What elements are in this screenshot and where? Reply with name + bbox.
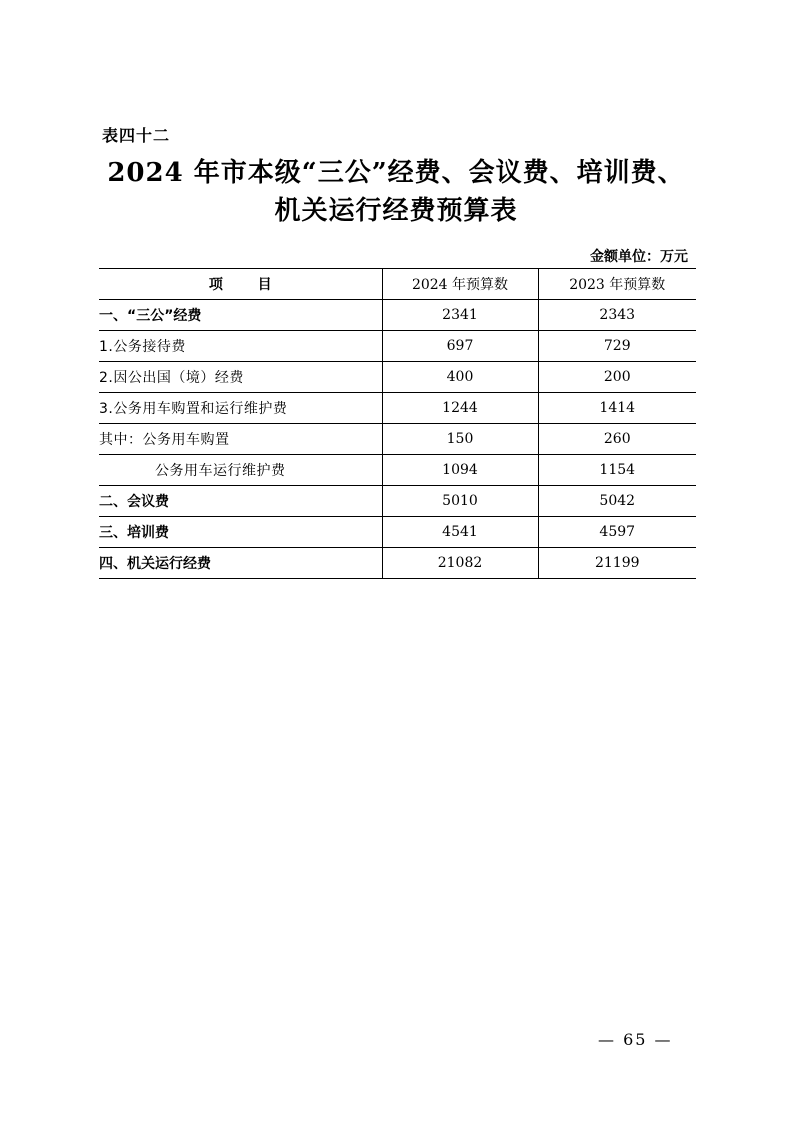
table-row	[99, 300, 696, 331]
row-item: 其中：公务用车购置	[99, 424, 382, 455]
row-item: 四、机关运行经费	[99, 548, 382, 579]
row-item: 二、会议费	[99, 486, 382, 517]
row-2024-value: 4541	[382, 517, 538, 548]
row-2024-value: 2341	[382, 300, 538, 331]
table-label: 表四十二	[102, 126, 171, 145]
row-item: 1.公务接待费	[99, 331, 382, 362]
row-2023-value: 2343	[538, 300, 696, 331]
row-2024-value: 1244	[382, 393, 538, 424]
header-2023-budget: 2023 年预算数	[538, 269, 696, 300]
table-row	[99, 486, 696, 517]
row-2023-value: 5042	[538, 486, 696, 517]
amount-unit: 金额单位：万元	[590, 249, 688, 265]
row-2024-value: 400	[382, 362, 538, 393]
row-2023-value: 200	[538, 362, 696, 393]
budget-table	[99, 268, 696, 579]
row-2023-value: 1414	[538, 393, 696, 424]
row-2023-value: 4597	[538, 517, 696, 548]
row-2023-value: 1154	[538, 455, 696, 486]
table-row	[99, 331, 696, 362]
row-2024-value: 697	[382, 331, 538, 362]
document-title-line-2: 机关运行经费预算表	[274, 196, 518, 226]
table-header-row	[99, 269, 696, 300]
row-2024-value: 1094	[382, 455, 538, 486]
header-2024-budget: 2024 年预算数	[382, 269, 538, 300]
row-2024-value: 150	[382, 424, 538, 455]
row-2023-value: 260	[538, 424, 696, 455]
table-row	[99, 548, 696, 579]
row-item: 三、培训费	[99, 517, 382, 548]
header-item: 项 目	[99, 269, 382, 300]
row-item: 2.因公出国（境）经费	[99, 362, 382, 393]
row-2024-value: 21082	[382, 548, 538, 579]
table-row	[99, 517, 696, 548]
table-row	[99, 362, 696, 393]
row-item: 一、“三公”经费	[99, 300, 382, 331]
table-row	[99, 424, 696, 455]
row-2023-value: 729	[538, 331, 696, 362]
table-row	[99, 393, 696, 424]
row-item: 公务用车运行维护费	[99, 455, 382, 486]
document-title-line-1: 2024 年市本级“三公”经费、会议费、培训费、	[107, 158, 685, 188]
page-number: — 65 —	[598, 1030, 673, 1049]
row-2024-value: 5010	[382, 486, 538, 517]
row-2023-value: 21199	[538, 548, 696, 579]
table-row	[99, 455, 696, 486]
row-item: 3.公务用车购置和运行维护费	[99, 393, 382, 424]
